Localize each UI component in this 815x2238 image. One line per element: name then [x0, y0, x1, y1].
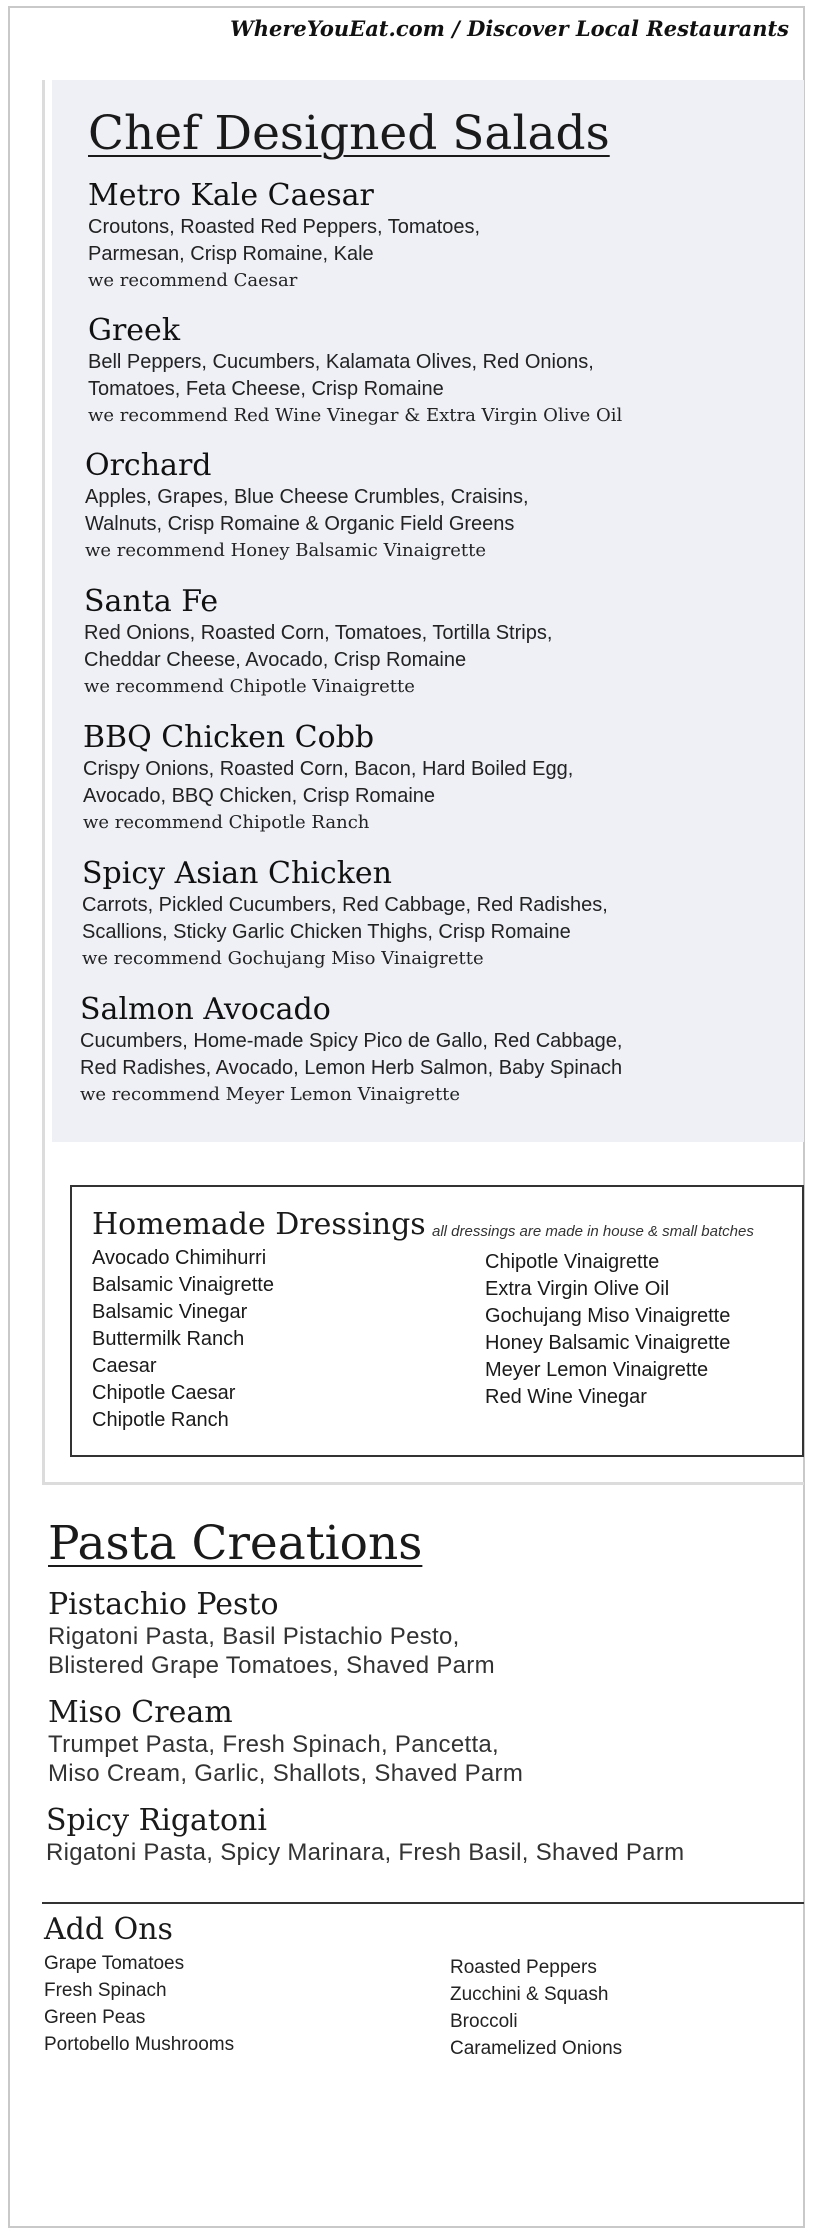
salad-item — [80, 992, 780, 1108]
salad-recommendation: we recommend Red Wine Vinegar & Extra Virgin Olive Oil — [88, 405, 623, 426]
salad-item — [82, 856, 782, 972]
pasta-name: Pistachio Pesto — [48, 1587, 279, 1622]
salad-recommendation: we recommend Honey Balsamic Vinaigrette — [85, 540, 486, 561]
salads-title: Chef Designed Salads — [88, 106, 610, 161]
pasta-title: Pasta Creations — [48, 1516, 423, 1571]
salad-recommendation: we recommend Meyer Lemon Vinaigrette — [80, 1084, 461, 1105]
salad-ingredients: Walnuts, Crisp Romaine & Organic Field Greens — [85, 513, 515, 535]
addon-item: Broccoli — [450, 2011, 518, 2032]
salad-item — [83, 720, 783, 836]
pasta-ingredients: Rigatoni Pasta, Spicy Marinara, Fresh Basil, Shaved Parm — [46, 1839, 685, 1866]
dressing-item: Buttermilk Ranch — [92, 1328, 245, 1350]
salad-ingredients: Bell Peppers, Cucumbers, Kalamata Olives, Red Onions, — [88, 351, 594, 373]
dressing-item: Honey Balsamic Vinaigrette — [485, 1332, 731, 1354]
addons-list-left — [44, 1950, 234, 2058]
salad-name: Spicy Asian Chicken — [82, 856, 392, 891]
pasta-item — [46, 1804, 786, 1867]
dressings-title: Homemade Dressings — [92, 1207, 426, 1242]
dressing-item: Balsamic Vinegar — [92, 1301, 248, 1323]
dressing-item: Balsamic Vinaigrette — [92, 1274, 274, 1296]
salad-recommendation: we recommend Gochujang Miso Vinaigrette — [82, 948, 484, 969]
pasta-item — [48, 1588, 788, 1680]
salad-name: Metro Kale Caesar — [88, 178, 374, 213]
salad-ingredients: Red Onions, Roasted Corn, Tomatoes, Tortilla Strips, — [84, 622, 553, 644]
pasta-ingredients: Trumpet Pasta, Fresh Spinach, Pancetta, — [48, 1731, 500, 1758]
pasta-ingredients: Blistered Grape Tomatoes, Shaved Parm — [48, 1652, 495, 1679]
salad-item — [84, 584, 784, 700]
dressing-item: Chipotle Caesar — [92, 1382, 236, 1404]
pasta-name: Miso Cream — [48, 1695, 233, 1730]
addon-item: Roasted Peppers — [450, 1957, 597, 1978]
addon-item: Zucchini & Squash — [450, 1984, 609, 2005]
addon-item: Grape Tomatoes — [44, 1953, 185, 1974]
dressing-item: Gochujang Miso Vinaigrette — [485, 1305, 731, 1327]
salad-recommendation: we recommend Caesar — [88, 270, 298, 291]
addons-title: Add Ons — [44, 1912, 173, 1947]
salad-ingredients: Crispy Onions, Roasted Corn, Bacon, Hard Boiled Egg, — [83, 758, 574, 780]
salad-ingredients: Carrots, Pickled Cucumbers, Red Cabbage, Red Radishes, — [82, 894, 608, 916]
salad-name: Greek — [88, 313, 180, 348]
salad-ingredients: Cheddar Cheese, Avocado, Crisp Romaine — [84, 649, 467, 671]
salad-item — [88, 313, 788, 429]
section-divider — [42, 1902, 804, 1904]
salad-ingredients: Tomatoes, Feta Cheese, Crisp Romaine — [88, 378, 444, 400]
pasta-ingredients: Rigatoni Pasta, Basil Pistachio Pesto, — [48, 1623, 460, 1650]
salad-ingredients: Cucumbers, Home-made Spicy Pico de Gallo, Red Cabbage, — [80, 1030, 623, 1052]
pasta-name: Spicy Rigatoni — [46, 1803, 267, 1838]
salad-name: Salmon Avocado — [80, 992, 331, 1027]
salad-ingredients: Parmesan, Crisp Romaine, Kale — [88, 243, 374, 265]
salad-recommendation: we recommend Chipotle Vinaigrette — [84, 676, 415, 697]
salad-ingredients: Scallions, Sticky Garlic Chicken Thighs, Crisp Romaine — [82, 921, 571, 943]
dressings-box — [70, 1185, 804, 1457]
dressing-item: Avocado Chimihurri — [92, 1247, 267, 1269]
addon-item: Caramelized Onions — [450, 2038, 623, 2059]
dressing-item: Meyer Lemon Vinaigrette — [485, 1359, 709, 1381]
pasta-item — [48, 1696, 788, 1788]
dressing-item: Chipotle Ranch — [92, 1409, 229, 1431]
dressing-item: Chipotle Vinaigrette — [485, 1251, 660, 1273]
addon-item: Fresh Spinach — [44, 1980, 167, 2001]
site-watermark: WhereYouEat.com / Discover Local Restaurants — [230, 16, 789, 41]
addon-item: Green Peas — [44, 2007, 146, 2028]
addon-item: Portobello Mushrooms — [44, 2034, 235, 2055]
salad-ingredients: Avocado, BBQ Chicken, Crisp Romaine — [83, 785, 436, 807]
dressing-item: Caesar — [92, 1355, 157, 1377]
salad-name: BBQ Chicken Cobb — [83, 720, 375, 755]
salad-ingredients: Croutons, Roasted Red Peppers, Tomatoes, — [88, 216, 481, 238]
salad-ingredients: Red Radishes, Avocado, Lemon Herb Salmon, Baby Spinach — [80, 1057, 623, 1079]
salad-recommendation: we recommend Chipotle Ranch — [83, 812, 370, 833]
pasta-ingredients: Miso Cream, Garlic, Shallots, Shaved Parm — [48, 1760, 524, 1787]
salad-name: Orchard — [85, 448, 212, 483]
dressings-list-right — [485, 1249, 730, 1411]
salad-item — [88, 178, 788, 294]
dressings-list-left — [92, 1245, 274, 1434]
salad-ingredients: Apples, Grapes, Blue Cheese Crumbles, Craisins, — [85, 486, 529, 508]
salad-item — [85, 448, 785, 564]
dressing-item: Extra Virgin Olive Oil — [485, 1278, 670, 1300]
dressing-item: Red Wine Vinegar — [485, 1386, 647, 1408]
dressings-note: all dressings are made in house & small batches — [432, 1223, 754, 1240]
salad-name: Santa Fe — [84, 584, 219, 619]
addons-list-right — [450, 1954, 622, 2062]
